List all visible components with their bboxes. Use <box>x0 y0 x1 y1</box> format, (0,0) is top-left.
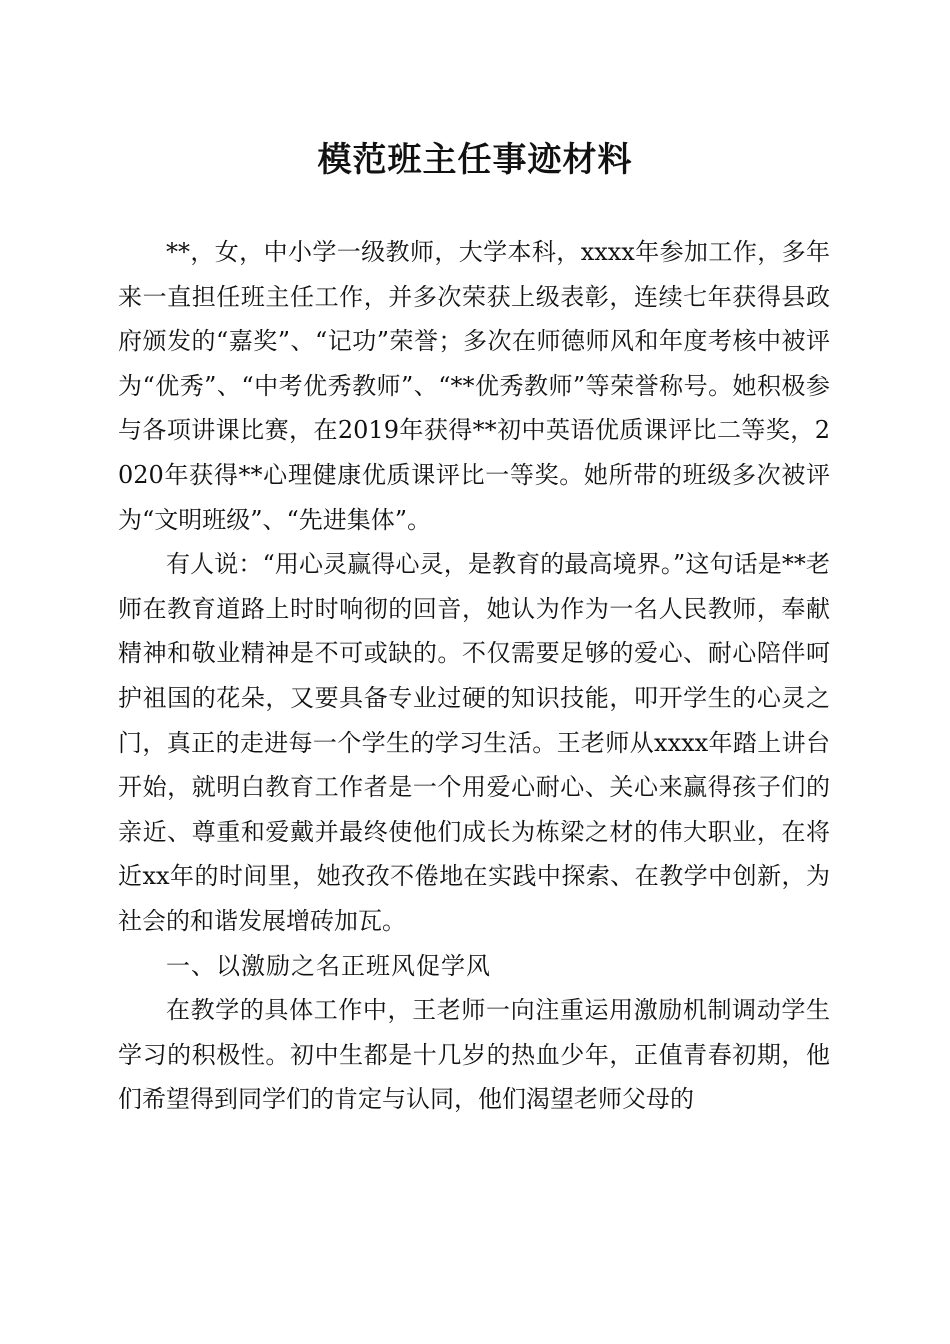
paragraph-section-one: 在教学的具体工作中，王老师一向注重运用激励机制调动学生学习的积极性。初中生都是十几岁的热血少年，正值青春初期，他们希望得到同学们的肯定与认同，他们渴望老师父母的 <box>118 996 830 1114</box>
document-body <box>118 230 830 1122</box>
section-heading: 一、以激励之名正班风促学风 <box>166 951 491 980</box>
paragraph-quote: 有人说：“用心灵赢得心灵，是教育的最高境界。”这句话是**老师在教育道路上时时响彻的回音，她认为作为一名人民教师，奉献精神和敬业精神是不可或缺的。不仅需要足够的爱心、耐心陪伴呵护祖国的花朵，又要具备专业过硬的知识技能，叩开学生的心灵之门，真正的走进每一个学生的学习生活。王老师从xxxx年踏上讲台开始，就明白教育工作者是一个用爱心耐心、关心来赢得孩子们的亲近、尊重和爱戴并最终使他们成长为栋梁之材的伟大职业，在将近xx年的时间里，她孜孜不倦地在实践中探索、在教学中创新，为社会的和谐发展增砖加瓦。 <box>118 550 830 935</box>
document-title: 模范班主任事迹材料 <box>317 140 633 180</box>
paragraph-intro: **，女，中小学一级教师，大学本科，xxxx年参加工作，多年来一直担任班主任工作，并多次荣获上级表彰，连续七年获得县政府颁发的“嘉奖”、“记功”荣誉；多次在师德师风和年度考核中被评为“优秀”、“中考优秀教师”、“**优秀教师”等荣誉称号。她积极参与各项讲课比赛，在2019年获得**初中英语优质课评比二等奖，2020年获得**心理健康优质课评比一等奖。她所带的班级多次被评为“文明班级”、“先进集体”。 <box>118 238 830 534</box>
